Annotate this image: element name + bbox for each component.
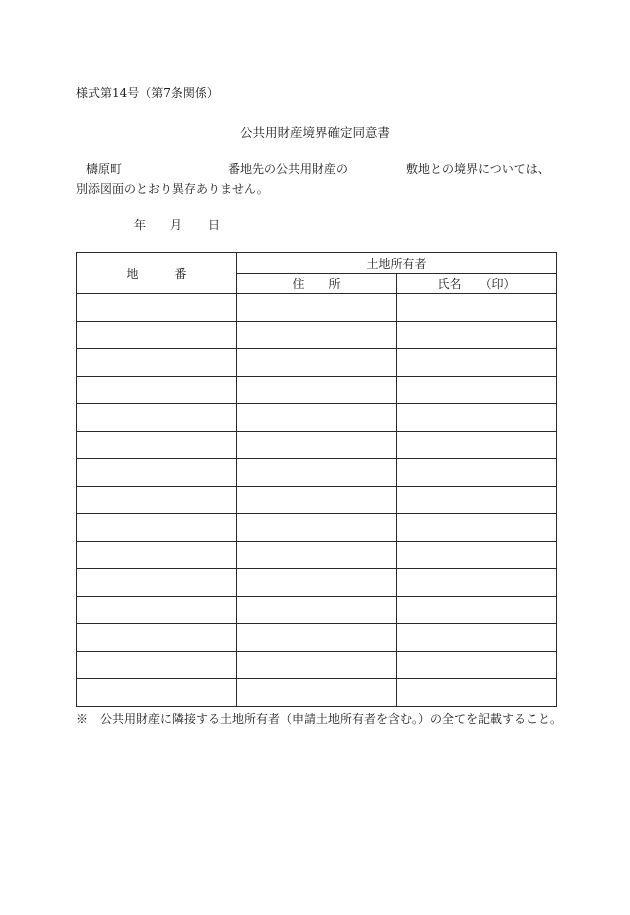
- address-cell[interactable]: [237, 596, 397, 624]
- address-cell[interactable]: [237, 294, 397, 322]
- address-cell[interactable]: [237, 679, 397, 707]
- name-cell[interactable]: [397, 569, 557, 597]
- address-cell[interactable]: [237, 349, 397, 377]
- address-cell[interactable]: [237, 404, 397, 432]
- lot-number-cell[interactable]: [77, 321, 237, 349]
- address-cell[interactable]: [237, 541, 397, 569]
- lot-number-cell[interactable]: [77, 651, 237, 679]
- lot-number-cell[interactable]: [77, 624, 237, 652]
- address-cell[interactable]: [237, 376, 397, 404]
- table-row: [77, 514, 557, 542]
- lot-number-cell[interactable]: [77, 404, 237, 432]
- table-row: [77, 459, 557, 487]
- table-row: [77, 651, 557, 679]
- table-row: [77, 404, 557, 432]
- body-line-2: 別添図面のとおり異存ありません。: [76, 182, 269, 196]
- name-cell[interactable]: [397, 404, 557, 432]
- name-cell[interactable]: [397, 651, 557, 679]
- lot-number-header: 地 番: [77, 253, 237, 294]
- table-row: [77, 679, 557, 707]
- table-row: [77, 431, 557, 459]
- address-cell[interactable]: [237, 624, 397, 652]
- table-row: [77, 569, 557, 597]
- name-cell[interactable]: [397, 624, 557, 652]
- name-cell[interactable]: [397, 486, 557, 514]
- name-cell[interactable]: [397, 541, 557, 569]
- town-name: 檮原町: [86, 162, 123, 176]
- address-cell[interactable]: [237, 431, 397, 459]
- name-cell[interactable]: [397, 321, 557, 349]
- land-owner-header: 土地所有者: [237, 253, 557, 274]
- form-number: 様式第14号（第7条関係）: [76, 86, 219, 100]
- name-seal-header: 氏名 （印）: [397, 274, 557, 294]
- address-cell[interactable]: [237, 569, 397, 597]
- lot-number-cell[interactable]: [77, 376, 237, 404]
- lot-number-cell[interactable]: [77, 294, 237, 322]
- date-line: [76, 216, 376, 234]
- name-cell[interactable]: [397, 596, 557, 624]
- lot-number-cell[interactable]: [77, 431, 237, 459]
- lot-number-cell[interactable]: [77, 349, 237, 377]
- name-cell[interactable]: [397, 294, 557, 322]
- body-line-1: [76, 160, 556, 178]
- table-row: [77, 376, 557, 404]
- table-row: [77, 624, 557, 652]
- table-row: [77, 486, 557, 514]
- boundary-text: 敷地との境界については、: [406, 162, 550, 176]
- lot-number-cell[interactable]: [77, 459, 237, 487]
- table-row: [77, 321, 557, 349]
- lot-number-cell[interactable]: [77, 486, 237, 514]
- address-cell[interactable]: [237, 459, 397, 487]
- name-cell[interactable]: [397, 514, 557, 542]
- table-body: [77, 294, 557, 707]
- name-cell[interactable]: [397, 679, 557, 707]
- address-cell[interactable]: [237, 651, 397, 679]
- address-cell[interactable]: [237, 514, 397, 542]
- lot-number-cell[interactable]: [77, 596, 237, 624]
- lot-number-cell[interactable]: [77, 514, 237, 542]
- year-label: 年: [134, 218, 147, 232]
- table-row: [77, 349, 557, 377]
- lot-number-cell[interactable]: [77, 679, 237, 707]
- name-cell[interactable]: [397, 349, 557, 377]
- lot-number-cell[interactable]: [77, 541, 237, 569]
- table-row: [77, 596, 557, 624]
- footnote: ※ 公共用財産に隣接する土地所有者（申請土地所有者を含む。）の全てを記載すること。: [76, 712, 563, 726]
- day-label: 日: [208, 218, 221, 232]
- name-cell[interactable]: [397, 431, 557, 459]
- month-label: 月: [170, 218, 183, 232]
- table-row: [77, 541, 557, 569]
- name-cell[interactable]: [397, 376, 557, 404]
- owner-table: [76, 252, 557, 707]
- lot-number-cell[interactable]: [77, 569, 237, 597]
- address-cell[interactable]: [237, 321, 397, 349]
- address-header: 住 所: [237, 274, 397, 294]
- address-cell[interactable]: [237, 486, 397, 514]
- document-title: 公共用財産境界確定同意書: [239, 125, 390, 140]
- table-row: [77, 294, 557, 322]
- lot-suffix-text: 番地先の公共用財産の: [228, 162, 349, 176]
- name-cell[interactable]: [397, 459, 557, 487]
